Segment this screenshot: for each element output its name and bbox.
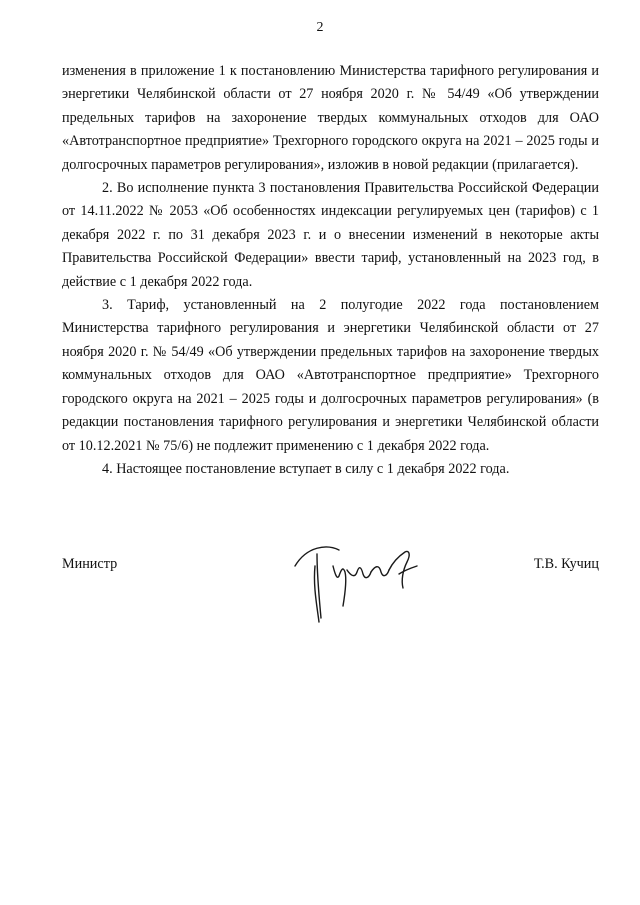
paragraph-continuation: изменения в приложение 1 к постановлению Министерства тарифного регулирования и энергетики Челябинской области от 27 ноября 2020 г. № 54/49 «Об утверждении предельных тарифов на захоронение твердых коммунальных отходов для ОАО «Автотранспортное предприятие» Трехгорного городского округа на 2021 – 2025 годы и долгосрочных параметров регулирования», изложив в новой редакции (прилагается). [62,63,599,173]
document-body [62,60,599,481]
paragraph-2: 2. Во исполнение пункта 3 постановления Правительства Российской Федерации от 14.11.2022 № 2053 «Об особенностях индексации регулируемых цен (тарифов) с 1 декабря 2022 г. по 31 декабря 2023 г. и о внесении изменений в некоторые акты Правительства Российской Федерации» ввести тариф, установленный на 2023 год, в действие с 1 декабря 2022 года. [62,180,599,290]
paragraph-3: 3. Тариф, установленный на 2 полугодие 2022 года постановлением Министерства тарифного регулирования и энергетики Челябинской области от 27 ноября 2020 г. № 54/49 «Об утверждении предельных тарифов на захоронение твердых коммунальных отходов для ОАО «Автотранспортное предприятие» Трехгорного городского округа на 2021 – 2025 годы и долгосрочных параметров регулирования» (в редакции постановления тарифного регулирования и энергетики Челябинской области от 10.12.2021 № 75/6) не подлежит применению с 1 декабря 2022 года. [62,297,599,454]
signatory-title: Министр [62,556,118,572]
paragraph-4: 4. Настоящее постановление вступает в силу с 1 декабря 2022 года. [102,460,510,477]
signature-block [62,556,599,656]
handwritten-signature [287,536,437,626]
page-number: 2 [316,20,324,35]
signatory-name: Т.В. Кучиц [533,556,599,572]
